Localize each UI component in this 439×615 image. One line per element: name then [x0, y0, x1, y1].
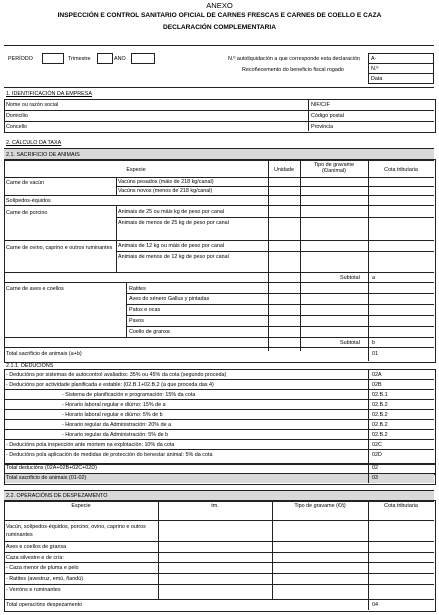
ano-label: ANO: [114, 56, 126, 62]
ded-rule-6: [4, 429, 434, 430]
refund-label: Recoñecemento do beneficio fiscal rogado: [242, 67, 344, 73]
subtotal-b-code: b: [372, 340, 375, 346]
subtotal-a-label: Subtotal: [340, 275, 360, 281]
ded-b2d-code: 02.B.2: [372, 432, 388, 438]
ded-b1: - Sistema de planificación e programación: 15% da cota: [62, 392, 196, 398]
s22-rule-6: [4, 599, 434, 600]
s22-rule-5: [4, 584, 434, 585]
s22-header-rule: [4, 520, 434, 521]
ovino-a: Animais de 12 kg ou máis de peso por canal: [118, 243, 225, 249]
aves-rule-2: [126, 304, 434, 305]
row-rule-1: [4, 195, 434, 196]
ded-b2b-code: 02.B.2: [372, 412, 388, 418]
aves-item-4: Pavos: [129, 318, 144, 324]
d-caza: Caza silvestre e de cría:: [6, 555, 64, 561]
ovino-label: Carne de ovino, caprino e outros ruminantes: [6, 245, 113, 251]
porcino-a: Animais de 25 ou máis kg de peso por canal: [118, 209, 225, 215]
row-rule-3: [4, 240, 434, 241]
total-sac2-divider: [368, 473, 369, 483]
s22-col-tm: tm.: [211, 503, 219, 509]
s22-rule-4: [4, 573, 434, 574]
solipedos-label: Solípedos-équidos: [6, 198, 51, 204]
aves-rule-1: [126, 293, 434, 294]
total-sac-code: 01: [372, 351, 378, 357]
ded-b2a-code: 02.B.2: [372, 402, 388, 408]
ded-rule-2: [4, 389, 434, 390]
ded-b-code: 02B: [372, 382, 382, 388]
porcino-divider: [116, 205, 117, 240]
d-caza-item-3: - Verróns e ruminantes: [6, 587, 61, 593]
porcino-rule: [116, 217, 434, 218]
s22-col-cota: Cota tributaria: [384, 503, 418, 509]
vacun-rule: [116, 186, 434, 187]
aves-rule-4: [126, 326, 434, 327]
company-postal-label[interactable]: Código postal: [311, 113, 344, 119]
calc-heading: 2. CÁLCULO DA TAXA: [6, 140, 62, 146]
date-label: Data: [371, 75, 383, 82]
row-rule-6: [4, 337, 434, 338]
company-rule-1: [4, 110, 434, 111]
selfliq-label: N.º autoliquidación a que corresponde esta declaración: [228, 56, 361, 62]
s21-col-cota: Cota tributaria: [384, 167, 418, 173]
s21-header-rule: [4, 177, 434, 178]
s22-rule-3: [4, 562, 434, 563]
ded-b2a: - Horario laboral regular e diúrno: 15% de a: [62, 402, 166, 408]
date-field[interactable]: [368, 73, 434, 84]
aves-item-1: Ratites: [129, 286, 146, 292]
ded-a-code: 02A: [372, 372, 382, 378]
period-top-rule: [4, 45, 434, 46]
company-name-label[interactable]: Nome ou razón social: [6, 102, 59, 108]
trimestre-field[interactable]: [97, 53, 113, 64]
aves-divider: [126, 282, 127, 337]
ded-c-code: 02C: [372, 442, 382, 448]
ded-b2c-code: 02.B.2: [372, 422, 388, 428]
row-rule-5: [4, 282, 434, 283]
d-aves: Aves e coellos de granxa: [6, 544, 67, 550]
s22-col-tipo: Tipo de gravame (€/t): [294, 503, 346, 509]
subtotal-a-code: a: [372, 275, 375, 281]
aves-label: Carne de aves e coellos: [6, 286, 64, 292]
ded-a: - Deducións por sistemas de autocontrol avaliados: 35% ou 45% da cota (segundo proceda): [6, 372, 227, 378]
s211-title: 2.1.1. DEDUCIÓNS: [6, 363, 54, 369]
ded-rule-3: [4, 399, 434, 400]
company-address-label[interactable]: Domicilio: [6, 113, 28, 119]
d-caza-item-2: - Ratites (avestruz, emú, ñandú): [6, 576, 83, 582]
ovino-rule: [116, 251, 434, 252]
total-ded-code: 02: [372, 465, 378, 471]
company-top-rule: [4, 87, 434, 88]
company-heading: 1. IDENTIFICACIÓN DA EMPRESA: [6, 91, 92, 97]
ded-rule-1: [4, 379, 434, 380]
ded-b2b: - Horario laboral regular e diúrno: 5% de b: [62, 412, 163, 418]
period-field[interactable]: [42, 53, 64, 64]
ovino-divider: [116, 240, 117, 272]
s21-col-divider-2: [300, 159, 301, 351]
total-sac2-code: 03: [372, 475, 378, 481]
s22-table: [4, 500, 436, 612]
company-province-label[interactable]: Provincia: [311, 124, 334, 130]
s22-rule-2: [4, 552, 434, 553]
porcino-label: Carne de porcino: [6, 210, 48, 216]
main-title: INSPECCIÓN E CONTROL SANITARIO OFICIAL DE CARNES FRESCAS E CARNES DE COELLO E CAZA: [57, 12, 382, 19]
ded-rule-4: [4, 409, 434, 410]
ded-b2c: - Horario regular da Administración: 20% de a: [62, 422, 172, 428]
trimestre-label: Trimestre: [68, 56, 91, 62]
period-label: PERÍODO: [8, 56, 33, 62]
selfliq-prefix: A-: [371, 55, 377, 62]
total-ded-divider: [368, 463, 369, 473]
aves-item-2: Aves do xénero Gallus y pintadas: [129, 296, 210, 302]
s21-col-divider-3: [368, 159, 369, 361]
company-rule-2: [4, 121, 434, 122]
company-grid: [4, 99, 436, 133]
ded-b1-code: 02.B.1: [372, 392, 388, 398]
subtotal-b-label: Subtotal: [340, 340, 360, 346]
total-desp-label: Total operacións despezamento: [6, 602, 83, 608]
d-vacun: Vacún, solípedos-équidos, porcino, ovino, caprino e outros ruminantes: [6, 524, 146, 538]
company-council-label[interactable]: Concello: [6, 124, 27, 130]
ded-rule-7: [4, 439, 434, 440]
ded-b2d: - Horario regular da Administración: 5% de b: [62, 432, 169, 438]
annex-title: ANEXO: [206, 1, 233, 10]
ded-rule-8: [4, 449, 434, 450]
ded-d-code: 02D: [372, 452, 382, 458]
ano-field[interactable]: [131, 53, 155, 64]
ded-b: - Deducións por actividade planificada e estable: (02.B.1+02.B.2 (a que proceda das 4): [6, 382, 214, 388]
total-ded-label: Total deducións (02A+02B+02C+02D): [6, 465, 97, 471]
d-caza-item-1: - Caza menor de pluma e pelo: [6, 565, 79, 571]
sub-title: DECLARACIÓN COMPLEMENTARIA: [162, 24, 277, 31]
total-desp-code: 04: [372, 602, 378, 608]
s21-col-tipo: Tipo de gravame (€/animal): [313, 162, 355, 175]
total-sac2-label: Total sacrificio de animais (01-02): [6, 475, 87, 481]
ovino-b: Animais de menos de 12 kg de peso por canal: [118, 254, 229, 260]
vacun-b: Vacúns novos (menos de 218 kg/canal): [118, 188, 213, 194]
s22-col-divider-3: [368, 500, 369, 610]
company-nif-label[interactable]: NIF/CIF: [311, 102, 330, 108]
aves-item-5: Coello de granxa: [129, 329, 170, 335]
s21-col-especie: Especie: [126, 167, 146, 173]
vacun-a: Vacúns pesados (máis de 218 kg/canal): [118, 179, 214, 185]
s22-title: 2.2. OPERACIÓNS DE DESPEZAMENTO: [6, 493, 108, 499]
s21-col-divider-1: [268, 159, 269, 351]
refund-prefix: N.º: [371, 65, 379, 72]
s22-rule-1: [4, 541, 434, 542]
s21-title: 2.1. SACRIFICIO DE ANIMAIS: [6, 151, 80, 158]
s21-col-unidade: Unidade: [273, 167, 295, 173]
porcino-b: Animais de menos de 25 kg de peso por canal: [118, 220, 229, 226]
ded-rule-5: [4, 419, 434, 420]
row-rule-4: [4, 272, 434, 273]
ded-c: - Deducións pola inspección ante mortem na explotación: 10% da cota: [6, 442, 175, 448]
row-rule-2: [4, 205, 434, 206]
vacun-label: Carne de vacún: [6, 180, 45, 186]
s22-col-especie: Especie: [71, 503, 91, 509]
ded-d: - Deducións pola aplicación de medidas de protección do benestar animal: 5% da cota: [6, 452, 213, 458]
aves-rule-3: [126, 315, 434, 316]
total-sac-label: Total sacrificio de animais (a+b): [6, 351, 82, 357]
company-divider: [308, 99, 309, 131]
aves-item-3: Patos e ocas: [129, 307, 161, 313]
row-rule-7: [4, 347, 434, 348]
